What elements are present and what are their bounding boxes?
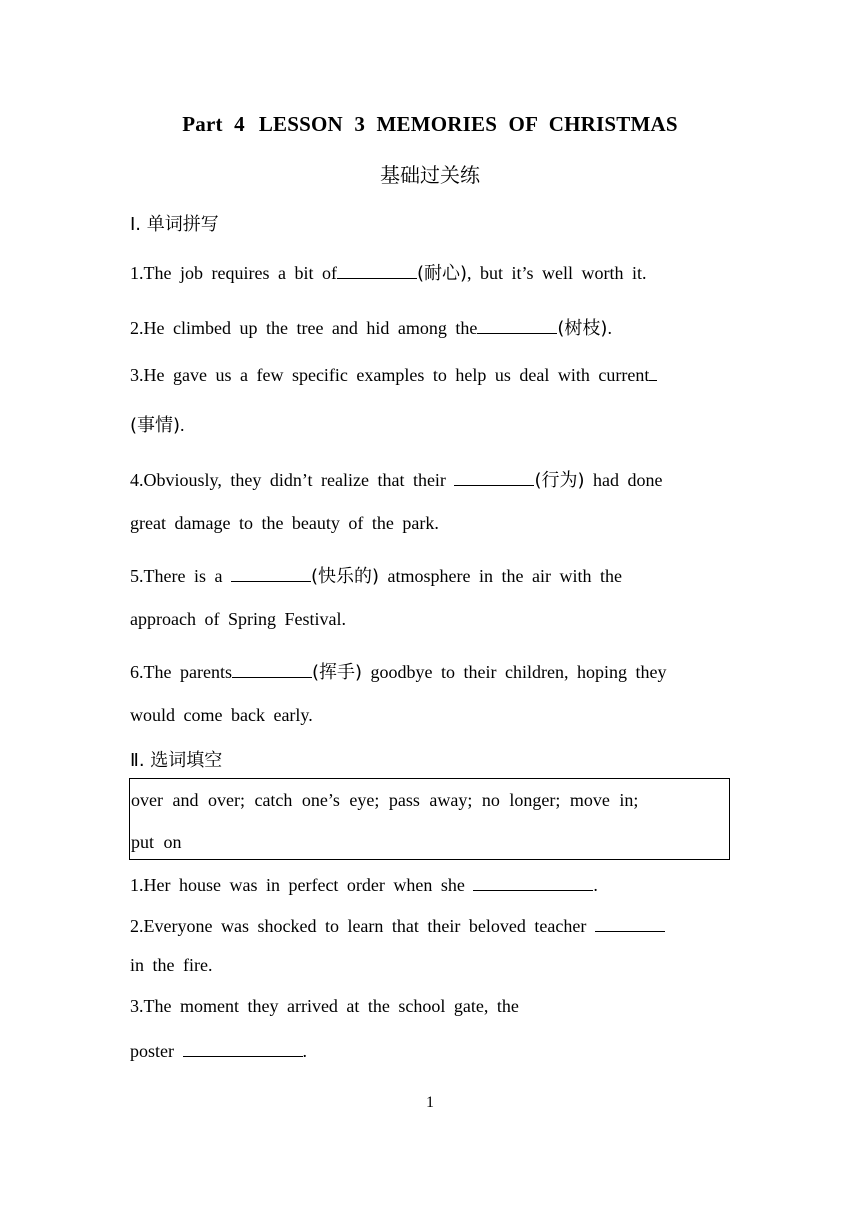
spelling-question-5: 5.There is a (快乐的) atmosphere in the air with the	[130, 562, 730, 588]
fill-question-1: 1.Her house was in perfect order when she .	[130, 872, 730, 896]
answer-blank[interactable]	[477, 315, 557, 334]
title-lesson: LESSON 3 MEMORIES OF CHRISTMAS	[258, 112, 678, 136]
fill-question-2-cont: in the fire.	[130, 955, 213, 975]
answer-blank[interactable]	[231, 563, 311, 582]
page-number: 1	[426, 1094, 434, 1111]
fill-question-3-cont: poster .	[130, 1038, 730, 1062]
page-title	[0, 112, 860, 137]
spelling-question-2: 2.He climbed up the tree and hid among the (树枝).	[130, 314, 730, 340]
spelling-question-5-cont: approach of Spring Festival.	[130, 609, 346, 629]
page-subtitle: 基础过关练	[380, 163, 480, 187]
answer-blank[interactable]	[232, 659, 312, 678]
word-bank-line-1: over and over; catch one’s eye; pass away; no longer; move in;	[131, 790, 639, 810]
spelling-question-4-cont: great damage to the beauty of the park.	[130, 513, 439, 533]
spelling-question-3-cont: (事情).	[130, 415, 185, 436]
answer-blank[interactable]	[595, 913, 665, 932]
fill-question-3: 3.The moment they arrived at the school gate, the	[130, 996, 519, 1016]
title-part: Part 4	[182, 112, 245, 136]
word-bank-line-2: put on	[131, 832, 182, 852]
answer-blank[interactable]	[454, 467, 534, 486]
answer-blank[interactable]	[473, 872, 593, 891]
answer-blank[interactable]	[183, 1038, 303, 1057]
answer-blank[interactable]	[649, 362, 657, 381]
answer-blank[interactable]	[337, 260, 417, 279]
fill-question-2: 2.Everyone was shocked to learn that their beloved teacher	[130, 913, 730, 937]
spelling-question-6: 6.The parents (挥手) goodbye to their children, hoping they	[130, 658, 730, 684]
section-heading-spelling: Ⅰ. 单词拼写	[130, 214, 219, 235]
section-heading-fill-in: Ⅱ. 选词填空	[130, 750, 223, 771]
spelling-question-6-cont: would come back early.	[130, 705, 313, 725]
word-bank-box	[129, 778, 730, 860]
spelling-question-4: 4.Obviously, they didn’t realize that their (行为) had done	[130, 466, 730, 492]
spelling-question-3: 3.He gave us a few specific examples to help us deal with current	[130, 362, 730, 386]
spelling-question-1: 1.The job requires a bit of (耐心), but it’s well worth it.	[130, 259, 730, 285]
